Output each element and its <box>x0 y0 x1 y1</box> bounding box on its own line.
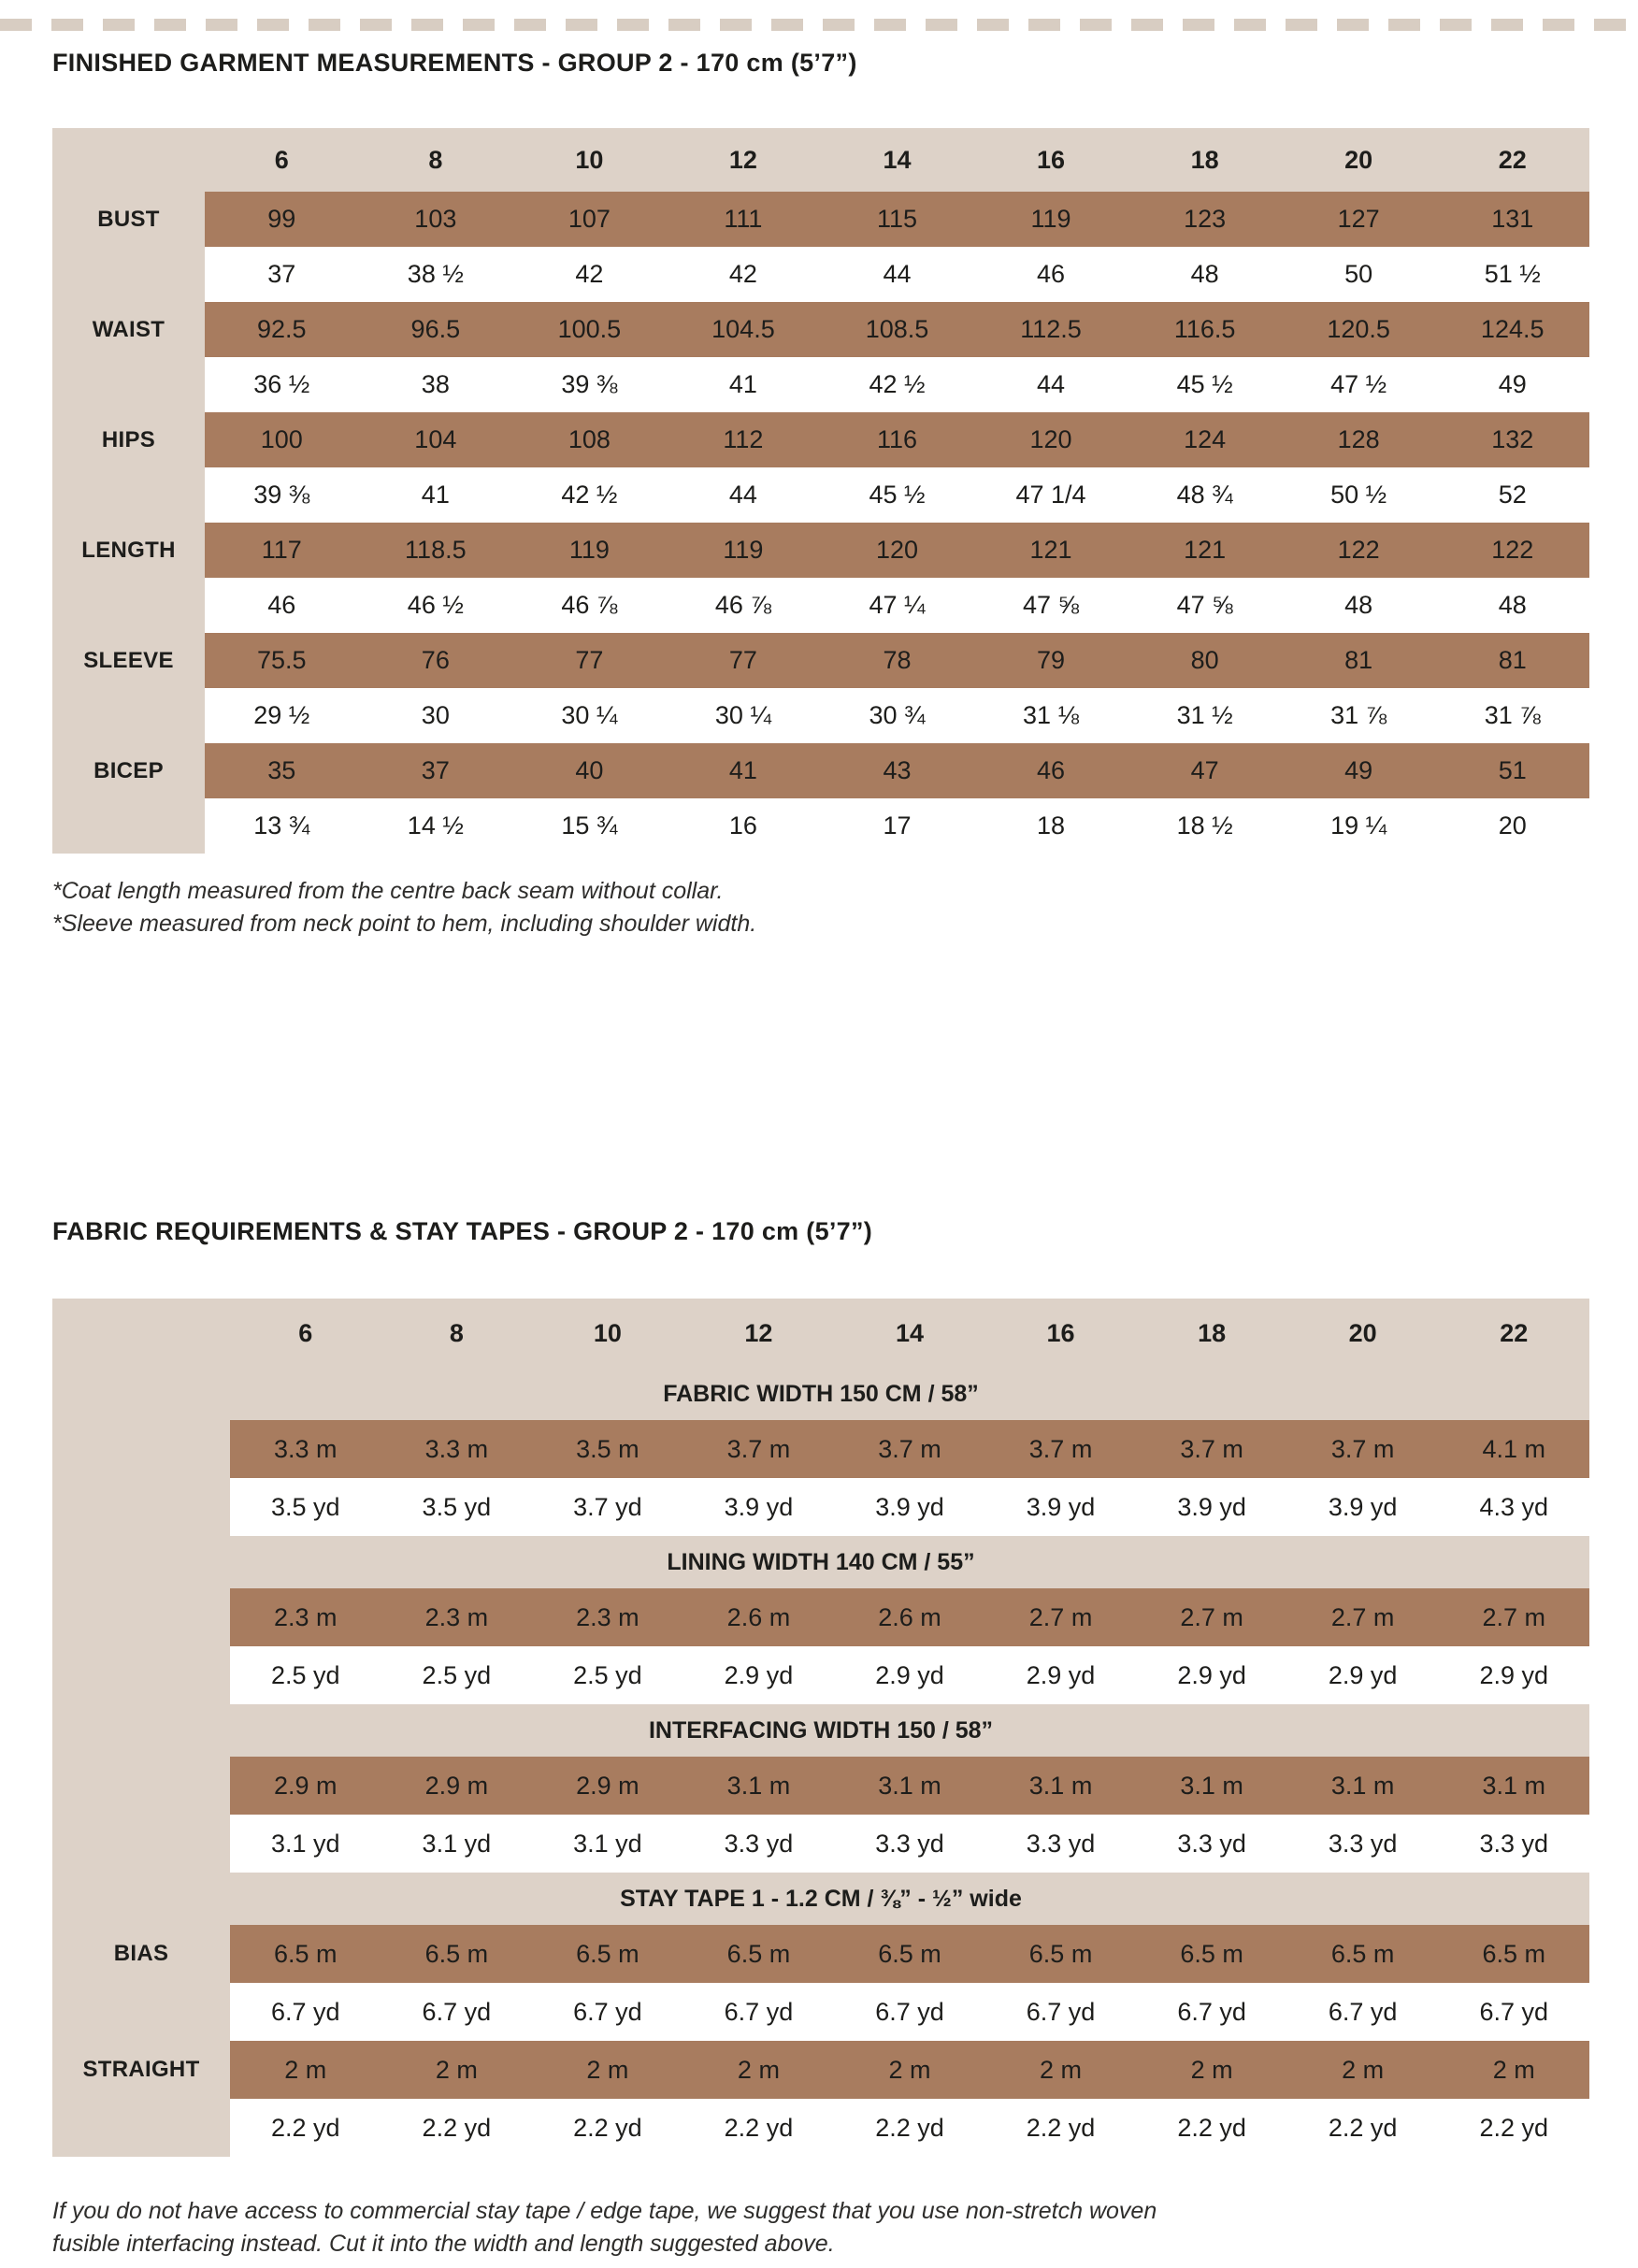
value-cell-cm: 127 <box>1282 192 1436 247</box>
value-cell: 2.7 m <box>1438 1588 1589 1646</box>
value-cell-cm: 112.5 <box>974 302 1128 357</box>
value-cell-in: 31 ½ <box>1128 688 1282 743</box>
value-cell: 3.7 m <box>683 1420 835 1478</box>
value-cell-cm: 119 <box>974 192 1128 247</box>
value-cell: 3.5 yd <box>230 1478 381 1536</box>
value-cell-cm: 120 <box>820 523 974 578</box>
value-cell-cm: 40 <box>512 743 667 798</box>
value-cell: 2 m <box>230 2041 381 2099</box>
value-cell: 2.2 yd <box>230 2099 381 2157</box>
value-cell-in: 37 <box>205 247 359 302</box>
size-header-cell: 8 <box>359 128 513 192</box>
value-cell-cm: 100 <box>205 412 359 467</box>
value-cell: 3.3 yd <box>985 1815 1137 1873</box>
row-label-empty <box>52 1646 230 1704</box>
value-cell-in: 44 <box>974 357 1128 412</box>
value-cell: 6.5 m <box>1136 1925 1287 1983</box>
value-cell: 2.7 m <box>1287 1588 1439 1646</box>
row-label-empty <box>52 1420 230 1478</box>
value-cell-cm: 75.5 <box>205 633 359 688</box>
value-cell: 3.1 yd <box>230 1815 381 1873</box>
fabric-title: FABRIC REQUIREMENTS & STAY TAPES - GROUP 2 - 170 cm (5’7”) <box>52 1217 873 1245</box>
value-cell: 6.7 yd <box>1438 1983 1589 2041</box>
value-cell: 2.2 yd <box>985 2099 1137 2157</box>
value-cell: 3.5 m <box>532 1420 683 1478</box>
value-cell-cm: 96.5 <box>359 302 513 357</box>
value-cell-cm: 132 <box>1435 412 1589 467</box>
value-cell-cm: 79 <box>974 633 1128 688</box>
value-cell-in: 19 ¼ <box>1282 798 1436 854</box>
value-cell-cm: 108 <box>512 412 667 467</box>
size-header-cell: 14 <box>834 1299 985 1368</box>
value-cell: 6.5 m <box>1287 1925 1439 1983</box>
row-label-empty <box>52 2099 230 2157</box>
row-label-empty <box>52 1815 230 1873</box>
value-cell-in: 42 ½ <box>512 467 667 523</box>
value-cell: 2.2 yd <box>1136 2099 1287 2157</box>
value-cell-cm: 104 <box>359 412 513 467</box>
value-cell: 2.9 yd <box>985 1646 1137 1704</box>
value-cell-in: 46 <box>974 247 1128 302</box>
value-cell: 2.9 m <box>381 1757 533 1815</box>
value-cell: 3.1 yd <box>532 1815 683 1873</box>
value-cell-cm: 41 <box>667 743 821 798</box>
value-cell-cm: 43 <box>820 743 974 798</box>
value-cell: 2.9 yd <box>683 1646 835 1704</box>
value-cell-in: 13 ¾ <box>205 798 359 854</box>
value-cell: 6.7 yd <box>1136 1983 1287 2041</box>
value-cell-in: 30 <box>359 688 513 743</box>
value-cell: 2 m <box>532 2041 683 2099</box>
value-cell: 2.9 m <box>532 1757 683 1815</box>
value-cell-in: 41 <box>667 357 821 412</box>
value-cell: 3.1 m <box>1287 1757 1439 1815</box>
note-coat-length: *Coat length measured from the centre back seam without collar. <box>52 878 724 904</box>
row-label-empty <box>52 1588 230 1646</box>
value-cell-in: 39 ⅜ <box>205 467 359 523</box>
value-cell: 3.9 yd <box>834 1478 985 1536</box>
value-cell-cm: 80 <box>1128 633 1282 688</box>
value-cell-cm: 123 <box>1128 192 1282 247</box>
value-cell-in: 47 ⅝ <box>1128 578 1282 633</box>
row-label-empty <box>52 1983 230 2041</box>
value-cell-cm: 78 <box>820 633 974 688</box>
value-cell-cm: 116 <box>820 412 974 467</box>
value-cell: 2 m <box>834 2041 985 2099</box>
value-cell: 2 m <box>1287 2041 1439 2099</box>
value-cell: 2.9 m <box>230 1757 381 1815</box>
value-cell: 2.3 m <box>230 1588 381 1646</box>
size-header-cell: 12 <box>683 1299 835 1368</box>
value-cell: 6.5 m <box>683 1925 835 1983</box>
value-cell: 2 m <box>1438 2041 1589 2099</box>
value-cell-in: 44 <box>667 467 821 523</box>
value-cell-cm: 128 <box>1282 412 1436 467</box>
value-cell: 2 m <box>1136 2041 1287 2099</box>
value-cell: 2.2 yd <box>683 2099 835 2157</box>
value-cell-in: 30 ¼ <box>667 688 821 743</box>
size-header-cell: 10 <box>532 1299 683 1368</box>
value-cell: 2.9 yd <box>1136 1646 1287 1704</box>
value-cell-cm: 121 <box>974 523 1128 578</box>
value-cell: 2.3 m <box>532 1588 683 1646</box>
value-cell-in: 48 <box>1128 247 1282 302</box>
value-cell-cm: 115 <box>820 192 974 247</box>
value-cell-cm: 49 <box>1282 743 1436 798</box>
value-cell: 6.7 yd <box>532 1983 683 2041</box>
value-cell: 6.5 m <box>381 1925 533 1983</box>
value-cell: 3.1 m <box>1136 1757 1287 1815</box>
table-corner-cell <box>52 1299 230 1368</box>
value-cell: 3.9 yd <box>985 1478 1137 1536</box>
value-cell-cm: 124.5 <box>1435 302 1589 357</box>
value-cell-in: 48 ¾ <box>1128 467 1282 523</box>
value-cell-cm: 81 <box>1282 633 1436 688</box>
table-corner-cell <box>52 128 205 192</box>
value-cell-in: 45 ½ <box>820 467 974 523</box>
value-cell: 3.1 m <box>683 1757 835 1815</box>
value-cell: 2.9 yd <box>1287 1646 1439 1704</box>
value-cell: 2.6 m <box>683 1588 835 1646</box>
value-cell-in: 17 <box>820 798 974 854</box>
value-cell: 2.9 yd <box>1438 1646 1589 1704</box>
value-cell: 2 m <box>381 2041 533 2099</box>
row-label-bias: BIAS <box>113 1941 169 1966</box>
value-cell: 2 m <box>683 2041 835 2099</box>
value-cell-in: 46 ½ <box>359 578 513 633</box>
value-cell: 2.2 yd <box>532 2099 683 2157</box>
value-cell-cm: 103 <box>359 192 513 247</box>
value-cell: 3.3 yd <box>1438 1815 1589 1873</box>
note-sleeve: *Sleeve measured from neck point to hem, including shoulder width. <box>52 911 757 937</box>
value-cell-in: 46 ⅞ <box>512 578 667 633</box>
value-cell: 6.7 yd <box>230 1983 381 2041</box>
section-header: LINING WIDTH 140 CM / 55” <box>667 1548 975 1575</box>
value-cell-cm: 77 <box>667 633 821 688</box>
size-header-cell: 6 <box>205 128 359 192</box>
value-cell: 3.5 yd <box>381 1478 533 1536</box>
value-cell: 3.3 m <box>381 1420 533 1478</box>
size-header-cell: 16 <box>985 1299 1137 1368</box>
value-cell-in: 30 ¾ <box>820 688 974 743</box>
row-label-hips: HIPS <box>52 412 205 467</box>
value-cell-in: 46 <box>205 578 359 633</box>
row-label-sleeve: SLEEVE <box>52 633 205 688</box>
value-cell: 2.2 yd <box>834 2099 985 2157</box>
value-cell-cm: 108.5 <box>820 302 974 357</box>
value-cell-cm: 92.5 <box>205 302 359 357</box>
value-cell: 2.2 yd <box>381 2099 533 2157</box>
row-label-empty <box>52 1757 230 1815</box>
value-cell-cm: 37 <box>359 743 513 798</box>
size-header-cell: 10 <box>512 128 667 192</box>
value-cell-in: 38 <box>359 357 513 412</box>
value-cell-cm: 107 <box>512 192 667 247</box>
value-cell: 4.1 m <box>1438 1420 1589 1478</box>
value-cell-cm: 131 <box>1435 192 1589 247</box>
row-label-empty <box>52 1478 230 1536</box>
value-cell: 2.5 yd <box>381 1646 533 1704</box>
section-header: FABRIC WIDTH 150 CM / 58” <box>663 1380 979 1407</box>
value-cell-in: 44 <box>820 247 974 302</box>
value-cell: 3.3 yd <box>834 1815 985 1873</box>
value-cell-in: 29 ½ <box>205 688 359 743</box>
value-cell: 6.5 m <box>1438 1925 1589 1983</box>
value-cell: 2 m <box>985 2041 1137 2099</box>
section-header: INTERFACING WIDTH 150 / 58” <box>648 1716 994 1744</box>
value-cell-in: 50 <box>1282 247 1436 302</box>
value-cell: 3.7 m <box>1136 1420 1287 1478</box>
value-cell: 2.2 yd <box>1438 2099 1589 2157</box>
value-cell-cm: 81 <box>1435 633 1589 688</box>
value-cell: 4.3 yd <box>1438 1478 1589 1536</box>
value-cell: 6.7 yd <box>985 1983 1137 2041</box>
value-cell: 6.7 yd <box>1287 1983 1439 2041</box>
value-cell-in: 36 ½ <box>205 357 359 412</box>
value-cell-cm: 47 <box>1128 743 1282 798</box>
value-cell-in: 47 ¼ <box>820 578 974 633</box>
row-label-empty <box>52 798 205 854</box>
value-cell-in: 31 ⅛ <box>974 688 1128 743</box>
measurements-table <box>52 128 1589 854</box>
value-cell-in: 14 ½ <box>359 798 513 854</box>
stay-tape-note-line-1: If you do not have access to commercial stay tape / edge tape, we suggest that you use non-stretch woven <box>52 2198 1157 2224</box>
size-header-cell: 22 <box>1435 128 1589 192</box>
value-cell: 2.5 yd <box>532 1646 683 1704</box>
value-cell: 2.2 yd <box>1287 2099 1439 2157</box>
value-cell: 3.9 yd <box>1136 1478 1287 1536</box>
value-cell: 6.5 m <box>834 1925 985 1983</box>
row-label-empty <box>52 578 205 633</box>
stay-tape-note <box>52 2195 1157 2261</box>
size-header-cell: 14 <box>820 128 974 192</box>
value-cell-cm: 104.5 <box>667 302 821 357</box>
row-label-empty <box>52 688 205 743</box>
value-cell-cm: 35 <box>205 743 359 798</box>
value-cell: 3.3 yd <box>683 1815 835 1873</box>
value-cell: 3.7 yd <box>532 1478 683 1536</box>
value-cell: 3.1 m <box>1438 1757 1589 1815</box>
measurements-title: FINISHED GARMENT MEASUREMENTS - GROUP 2 - 170 cm (5’7”) <box>52 49 857 77</box>
value-cell-cm: 122 <box>1435 523 1589 578</box>
size-header-cell: 18 <box>1136 1299 1287 1368</box>
row-label-bicep: BICEP <box>52 743 205 798</box>
value-cell: 2.7 m <box>1136 1588 1287 1646</box>
value-cell: 6.7 yd <box>834 1983 985 2041</box>
value-cell-in: 30 ¼ <box>512 688 667 743</box>
row-label-empty <box>52 357 205 412</box>
value-cell: 2.9 yd <box>834 1646 985 1704</box>
value-cell-in: 47 ⅝ <box>974 578 1128 633</box>
dashed-divider-top <box>0 19 1638 31</box>
value-cell: 2.3 m <box>381 1588 533 1646</box>
value-cell-cm: 120 <box>974 412 1128 467</box>
value-cell: 2.7 m <box>985 1588 1137 1646</box>
value-cell-cm: 51 <box>1435 743 1589 798</box>
value-cell-in: 38 ½ <box>359 247 513 302</box>
size-header-cell: 20 <box>1282 128 1436 192</box>
value-cell: 3.1 m <box>834 1757 985 1815</box>
size-header-cell: 12 <box>667 128 821 192</box>
value-cell-cm: 120.5 <box>1282 302 1436 357</box>
value-cell-cm: 100.5 <box>512 302 667 357</box>
value-cell-in: 39 ⅜ <box>512 357 667 412</box>
size-header-cell: 18 <box>1128 128 1282 192</box>
value-cell: 6.7 yd <box>381 1983 533 2041</box>
value-cell: 3.7 m <box>985 1420 1137 1478</box>
row-label-straight: STRAIGHT <box>82 2057 200 2082</box>
value-cell-in: 50 ½ <box>1282 467 1436 523</box>
value-cell-cm: 124 <box>1128 412 1282 467</box>
row-label-bust: BUST <box>52 192 205 247</box>
value-cell: 6.5 m <box>230 1925 381 1983</box>
value-cell-cm: 122 <box>1282 523 1436 578</box>
value-cell-in: 42 <box>667 247 821 302</box>
value-cell-in: 41 <box>359 467 513 523</box>
value-cell-cm: 117 <box>205 523 359 578</box>
value-cell-in: 20 <box>1435 798 1589 854</box>
value-cell: 3.3 yd <box>1287 1815 1439 1873</box>
size-header-cell: 16 <box>974 128 1128 192</box>
value-cell-cm: 76 <box>359 633 513 688</box>
value-cell-cm: 111 <box>667 192 821 247</box>
value-cell: 6.7 yd <box>683 1983 835 2041</box>
value-cell-in: 15 ¾ <box>512 798 667 854</box>
fabric-table <box>52 1299 1589 2157</box>
row-label-waist: WAIST <box>52 302 205 357</box>
measurements-notes <box>52 875 756 940</box>
value-cell-cm: 46 <box>974 743 1128 798</box>
value-cell: 3.1 yd <box>381 1815 533 1873</box>
value-cell-in: 31 ⅞ <box>1282 688 1436 743</box>
value-cell-in: 18 ½ <box>1128 798 1282 854</box>
value-cell: 3.1 m <box>985 1757 1137 1815</box>
value-cell-in: 31 ⅞ <box>1435 688 1589 743</box>
value-cell: 2.6 m <box>834 1588 985 1646</box>
value-cell: 3.3 yd <box>1136 1815 1287 1873</box>
value-cell-cm: 99 <box>205 192 359 247</box>
value-cell-in: 18 <box>974 798 1128 854</box>
value-cell-in: 16 <box>667 798 821 854</box>
value-cell: 6.5 m <box>532 1925 683 1983</box>
value-cell-cm: 77 <box>512 633 667 688</box>
value-cell-in: 42 ½ <box>820 357 974 412</box>
value-cell-in: 52 <box>1435 467 1589 523</box>
size-header-cell: 22 <box>1438 1299 1589 1368</box>
value-cell-cm: 119 <box>512 523 667 578</box>
value-cell: 6.5 m <box>985 1925 1137 1983</box>
value-cell-cm: 112 <box>667 412 821 467</box>
value-cell: 3.3 m <box>230 1420 381 1478</box>
value-cell-cm: 121 <box>1128 523 1282 578</box>
value-cell-in: 47 1/4 <box>974 467 1128 523</box>
size-header-cell: 20 <box>1287 1299 1439 1368</box>
row-label-length: LENGTH <box>52 523 205 578</box>
row-label-empty <box>52 247 205 302</box>
section-header: STAY TAPE 1 - 1.2 CM / ⅜” - ½” wide <box>620 1885 1022 1912</box>
value-cell-in: 47 ½ <box>1282 357 1436 412</box>
value-cell: 2.5 yd <box>230 1646 381 1704</box>
value-cell-in: 51 ½ <box>1435 247 1589 302</box>
value-cell-in: 42 <box>512 247 667 302</box>
value-cell: 3.7 m <box>834 1420 985 1478</box>
stay-tape-note-line-2: fusible interfacing instead. Cut it into the width and length suggested above. <box>52 2231 835 2257</box>
value-cell-in: 48 <box>1435 578 1589 633</box>
value-cell-in: 46 ⅞ <box>667 578 821 633</box>
value-cell: 3.9 yd <box>683 1478 835 1536</box>
value-cell-cm: 116.5 <box>1128 302 1282 357</box>
row-label-empty <box>52 467 205 523</box>
value-cell-in: 45 ½ <box>1128 357 1282 412</box>
value-cell: 3.9 yd <box>1287 1478 1439 1536</box>
size-header-cell: 8 <box>381 1299 533 1368</box>
value-cell: 3.7 m <box>1287 1420 1439 1478</box>
value-cell-in: 49 <box>1435 357 1589 412</box>
value-cell-cm: 119 <box>667 523 821 578</box>
value-cell-cm: 118.5 <box>359 523 513 578</box>
value-cell-in: 48 <box>1282 578 1436 633</box>
size-header-cell: 6 <box>230 1299 381 1368</box>
